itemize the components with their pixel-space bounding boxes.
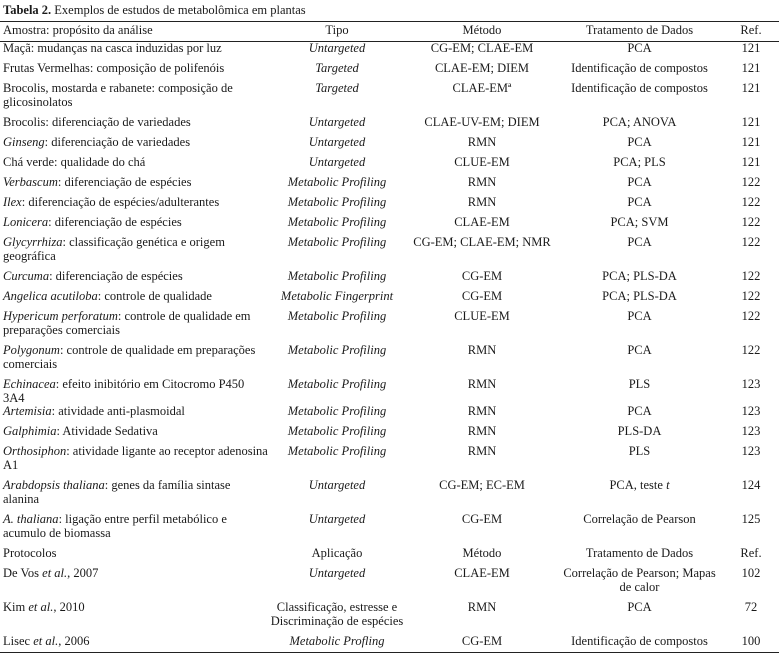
tratamento-text: Identificação de compostos: [571, 81, 708, 95]
metodo-text: CLAE-EM: [454, 566, 510, 580]
protocolo-etal: et al.: [33, 634, 59, 648]
amostra-species: A. thaliana: [3, 512, 59, 526]
cell-metodo: [406, 62, 558, 82]
cell-ref: [721, 344, 781, 378]
ref-text: 122: [741, 269, 761, 283]
cell-tipo: [268, 236, 406, 270]
cell-tratamento: [558, 567, 721, 601]
table-caption-label: Tabela 2.: [3, 3, 52, 17]
cell-tipo: [268, 425, 406, 445]
amostra-purpose: Brocolis, mostarda e rabanete: composição de glicosinolatos: [3, 81, 233, 109]
cell-ref: [721, 601, 781, 635]
tipo-text: Metabolic Profiling: [287, 175, 387, 189]
tratamento-text: PCA; PLS-DA: [602, 269, 677, 283]
ref-text: 122: [741, 309, 761, 323]
amostra-species: Hypericum perforatum: [3, 309, 118, 323]
cell-amostra: [0, 378, 268, 405]
ref-text: 123: [741, 404, 761, 418]
cell-amostra: [0, 236, 268, 270]
cell-amostra: [0, 196, 268, 216]
metodo-text: RMN: [467, 195, 497, 209]
metodo-text: RMN: [467, 424, 497, 438]
cell-amostra: [0, 156, 268, 176]
cell-aplicacao: [268, 567, 406, 601]
table-row: [0, 290, 781, 310]
protocols-header-col1: Protocolos: [3, 546, 57, 560]
table-row: [0, 378, 781, 405]
ref-text: 123: [741, 424, 761, 438]
cell-amostra: [0, 176, 268, 196]
cell-metodo: [406, 310, 558, 344]
metodo-text: CG-EM; CLAE-EM; NMR: [413, 235, 551, 249]
cell-metodo: [406, 236, 558, 270]
ref-text: 125: [741, 512, 761, 526]
protocols-header-col3: Método: [462, 546, 502, 560]
cell-metodo: [406, 216, 558, 236]
cell-ref: [721, 196, 781, 216]
cell-tipo: [268, 82, 406, 116]
metodo-text: CG-EM: [461, 512, 503, 526]
protocolo-etal: et al.: [28, 600, 54, 614]
table-row: [0, 310, 781, 344]
amostra-purpose: : atividade anti-plasmoidal: [51, 404, 185, 418]
metodo-text: RMN: [467, 175, 497, 189]
protocols-header-col5: Ref.: [740, 546, 762, 560]
tratamento-text: Identificação de compostos: [571, 61, 708, 75]
tipo-text: Metabolic Fingerprint: [280, 289, 394, 303]
cell-tratamento: [558, 425, 721, 445]
table-row: [0, 236, 781, 270]
amostra-purpose: : diferenciação de variedades: [44, 135, 191, 149]
tipo-text: Metabolic Profiling: [287, 404, 387, 418]
tipo-text: Metabolic Profiling: [287, 269, 387, 283]
cell-metodo: [406, 116, 558, 136]
cell-amostra: [0, 479, 268, 513]
amostra-species: Angelica acutiloba: [3, 289, 98, 303]
tratamento-text: PCA; PLS: [613, 155, 666, 169]
tipo-text: Untargeted: [308, 115, 366, 129]
cell-tratamento: [558, 176, 721, 196]
ref-text: 121: [741, 115, 761, 129]
table-row: [0, 479, 781, 513]
cell-ref: [721, 425, 781, 445]
table-row: [0, 344, 781, 378]
ref-text: 122: [741, 175, 761, 189]
table-row: [0, 513, 781, 547]
cell-ref: [721, 270, 781, 290]
amostra-purpose: : diferenciação de espécies/adulterantes: [21, 195, 220, 209]
cell-tratamento: [558, 116, 721, 136]
cell-ref: [721, 445, 781, 479]
metodo-text: CLAE-EM; DIEM: [434, 61, 530, 75]
cell-tratamento: [558, 136, 721, 156]
tipo-text: Metabolic Profiling: [287, 343, 387, 357]
table-row: [0, 62, 781, 82]
aplicacao-text: Untargeted: [308, 566, 366, 580]
top-rule: [0, 21, 779, 22]
amostra-purpose: : diferenciação de espécies: [49, 269, 183, 283]
cell-aplicacao: [268, 601, 406, 635]
amostra-purpose: : controle de qualidade: [97, 289, 212, 303]
cell-metodo: [406, 156, 558, 176]
ref-text: 121: [741, 61, 761, 75]
tratamento-text: PCA: [627, 343, 652, 357]
cell-tipo: [268, 270, 406, 290]
cell-amostra: [0, 513, 268, 547]
amostra-purpose: : ligação entre perfil metabólico e acumulo de biomassa: [3, 512, 227, 540]
cell-tipo: [268, 378, 406, 405]
metodo-text: CLAE-EMª: [452, 81, 512, 95]
amostra-species: Verbascum: [3, 175, 58, 189]
table-row: [0, 176, 781, 196]
protocolo-year: , 2007: [67, 566, 99, 580]
cell-tratamento: [558, 635, 721, 655]
cell-ref: [721, 216, 781, 236]
header-tipo: Tipo: [325, 23, 349, 37]
metodo-text: RMN: [467, 444, 497, 458]
cell-ref: [721, 513, 781, 547]
cell-metodo: [406, 270, 558, 290]
amostra-purpose: Maçã: mudanças na casca induzidas por luz: [3, 41, 222, 55]
tratamento-text: Identificação de compostos: [571, 634, 708, 648]
ref-text: 124: [741, 478, 761, 492]
cell-ref: [721, 567, 781, 601]
tipo-text: Metabolic Profiling: [287, 195, 387, 209]
amostra-purpose: : efeito inibitório em Citocromo P450 3A4: [3, 377, 245, 405]
cell-amostra: [0, 270, 268, 290]
amostra-species: Glycyrrhiza: [3, 235, 63, 249]
table-row: [0, 136, 781, 156]
cell-amostra: [0, 445, 268, 479]
amostra-species: Curcuma: [3, 269, 50, 283]
cell-metodo: [406, 82, 558, 116]
amostra-species: Galphimia: [3, 424, 57, 438]
protocolo-author: Kim: [3, 600, 29, 614]
protocol-row: [0, 567, 781, 601]
cell-aplicacao: [268, 635, 406, 655]
tipo-text: Metabolic Profiling: [287, 444, 387, 458]
amostra-purpose: : Atividade Sedativa: [56, 424, 158, 438]
tratamento-text: PCA: [627, 41, 652, 55]
cell-metodo: [406, 567, 558, 601]
cell-tratamento: [558, 42, 721, 62]
protocols-header-col4: Tratamento de Dados: [585, 546, 694, 560]
cell-tipo: [268, 62, 406, 82]
tipo-text: Untargeted: [308, 135, 366, 149]
cell-ref: [721, 635, 781, 655]
cell-tratamento: [558, 196, 721, 216]
cell-ref: [721, 136, 781, 156]
ref-text: 121: [741, 41, 761, 55]
cell-metodo: [406, 601, 558, 635]
cell-amostra: [0, 136, 268, 156]
cell-tipo: [268, 216, 406, 236]
cell-tratamento: [558, 378, 721, 405]
ref-text: 121: [741, 81, 761, 95]
tipo-text: Untargeted: [308, 478, 366, 492]
cell-ref: [721, 116, 781, 136]
ref-text: 122: [741, 195, 761, 209]
cell-tipo: [268, 290, 406, 310]
table-row: [0, 445, 781, 479]
metodo-text: RMN: [467, 600, 497, 614]
tipo-text: Untargeted: [308, 41, 366, 55]
cell-tratamento: [558, 479, 721, 513]
metodo-text: RMN: [467, 377, 497, 391]
amostra-purpose: : diferenciação de espécies: [57, 175, 192, 189]
cell-tratamento: [558, 290, 721, 310]
aplicacao-text: Classificação, estresse e Discriminação de espécies: [270, 600, 404, 628]
ref-text: 100: [741, 634, 761, 648]
header-ref: Ref.: [740, 23, 762, 37]
ref-text: 121: [741, 135, 761, 149]
cell-tratamento: [558, 236, 721, 270]
metodo-text: CG-EM: [461, 289, 503, 303]
cell-amostra: [0, 216, 268, 236]
metodo-text: RMN: [467, 135, 497, 149]
cell-tipo: [268, 479, 406, 513]
cell-tratamento: [558, 445, 721, 479]
cell-amostra: [0, 310, 268, 344]
cell-tratamento: [558, 344, 721, 378]
tratamento-text: PLS: [628, 377, 651, 391]
tipo-text: Metabolic Profiling: [287, 309, 387, 323]
amostra-species: Lonicera: [3, 215, 49, 229]
tipo-text: Targeted: [315, 81, 359, 95]
amostra-species: Ilex: [3, 195, 22, 209]
table-row: [0, 116, 781, 136]
cell-tratamento: [558, 513, 721, 547]
header-row: [0, 24, 781, 42]
amostra-species: Polygonum: [3, 343, 60, 357]
protocolo-etal: et al.: [42, 566, 68, 580]
metodo-text: CG-EM: [461, 634, 503, 648]
ref-text: 122: [741, 235, 761, 249]
protocol-row: [0, 601, 781, 635]
cell-amostra: [0, 116, 268, 136]
cell-ref: [721, 236, 781, 270]
tipo-text: Metabolic Profiling: [287, 215, 387, 229]
cell-tipo: [268, 42, 406, 62]
cell-tipo: [268, 405, 406, 425]
metodo-text: CG-EM; EC-EM: [439, 478, 525, 492]
cell-tratamento: [558, 216, 721, 236]
cell-metodo: [406, 42, 558, 62]
amostra-purpose: : classificação genética e origem geográfica: [3, 235, 225, 263]
header-metodo: Método: [462, 23, 502, 37]
cell-tratamento: [558, 82, 721, 116]
tratamento-text: PCA: [627, 600, 652, 614]
table-row: [0, 405, 781, 425]
amostra-purpose: : atividade ligante ao receptor adenosina A1: [3, 444, 268, 472]
metodo-text: RMN: [467, 404, 497, 418]
amostra-purpose: Brocolis: diferenciação de variedades: [3, 115, 191, 129]
tratamento-text: PCA; SVM: [610, 215, 669, 229]
cell-tipo: [268, 344, 406, 378]
amostra-purpose: : controle de qualidade em preparações comerciais: [3, 343, 256, 371]
cell-tipo: [268, 136, 406, 156]
cell-metodo: [406, 635, 558, 655]
metodo-text: CLAE-EM: [454, 215, 510, 229]
table-row: [0, 270, 781, 290]
amostra-species: Ginseng: [3, 135, 45, 149]
metodo-text: RMN: [467, 343, 497, 357]
table-row: [0, 216, 781, 236]
cell-metodo: [406, 378, 558, 405]
metodo-text: CG-EM; CLAE-EM: [430, 41, 534, 55]
cell-ref: [721, 479, 781, 513]
cell-metodo: [406, 344, 558, 378]
ref-text: 122: [741, 215, 761, 229]
ref-text: 122: [741, 343, 761, 357]
tratamento-text: PCA; PLS-DA: [602, 289, 677, 303]
cell-tipo: [268, 116, 406, 136]
tratamento-text: PCA: [627, 175, 652, 189]
cell-ref: [721, 310, 781, 344]
cell-metodo: [406, 196, 558, 216]
amostra-purpose: : controle de qualidade em preparações comerciais: [3, 309, 251, 337]
protocolo-year: , 2010: [53, 600, 85, 614]
protocols-header-row: [0, 547, 781, 567]
protocolo-author: Lisec: [3, 634, 34, 648]
amostra-species: Artemisia: [3, 404, 52, 418]
cell-metodo: [406, 136, 558, 156]
tratamento-text: PCA; ANOVA: [602, 115, 677, 129]
tipo-text: Untargeted: [308, 155, 366, 169]
cell-tipo: [268, 513, 406, 547]
tratamento-italic: t: [666, 478, 670, 492]
cell-metodo: [406, 176, 558, 196]
cell-tipo: [268, 176, 406, 196]
amostra-purpose: Frutas Vermelhas: composição de polifenóis: [3, 61, 225, 75]
cell-tratamento: [558, 62, 721, 82]
table-caption-text: Exemplos de estudos de metabolômica em plantas: [51, 3, 306, 17]
header-tratamento: Tratamento de Dados: [585, 23, 694, 37]
table-row: [0, 82, 781, 116]
tipo-text: Targeted: [315, 61, 359, 75]
cell-tratamento: [558, 156, 721, 176]
tratamento-text: Correlação de Pearson; Mapas de calor: [563, 566, 716, 594]
tratamento-text: PCA: [627, 404, 652, 418]
metodo-text: CG-EM: [461, 269, 503, 283]
amostra-purpose: Chá verde: qualidade do chá: [3, 155, 146, 169]
cell-tipo: [268, 196, 406, 216]
cell-protocolo: [0, 601, 268, 635]
aplicacao-text: Metabolic Profling: [289, 634, 385, 648]
header-amostra: Amostra: propósito da análise: [3, 23, 153, 37]
tipo-text: Untargeted: [308, 512, 366, 526]
cell-amostra: [0, 290, 268, 310]
cell-tipo: [268, 310, 406, 344]
protocolo-year: , 2006: [58, 634, 90, 648]
ref-text: 102: [741, 566, 761, 580]
cell-ref: [721, 62, 781, 82]
amostra-species: Echinacea: [3, 377, 56, 391]
tratamento-text: PLS-DA: [617, 424, 662, 438]
cell-tratamento: [558, 601, 721, 635]
cell-metodo: [406, 405, 558, 425]
table-caption: [3, 3, 306, 18]
cell-amostra: [0, 425, 268, 445]
cell-protocolo: [0, 567, 268, 601]
protocol-row: [0, 635, 781, 655]
ref-text: 123: [741, 444, 761, 458]
amostra-purpose: : genes da família sintase alanina: [3, 478, 231, 506]
cell-ref: [721, 378, 781, 405]
cell-metodo: [406, 513, 558, 547]
cell-protocolo: [0, 635, 268, 655]
table-row: [0, 425, 781, 445]
tratamento-text: PCA: [627, 235, 652, 249]
cell-ref: [721, 290, 781, 310]
protocolo-author: De Vos: [3, 566, 43, 580]
amostra-species: Orthosiphon: [3, 444, 67, 458]
cell-ref: [721, 156, 781, 176]
tratamento-text: PCA, teste: [609, 478, 667, 492]
cell-metodo: [406, 425, 558, 445]
metodo-text: CLAE-UV-EM; DIEM: [424, 115, 540, 129]
amostra-species: Arabdopsis thaliana: [3, 478, 105, 492]
cell-amostra: [0, 405, 268, 425]
metodo-text: CLUE-EM: [454, 309, 510, 323]
amostra-purpose: : diferenciação de espécies: [48, 215, 182, 229]
cell-tratamento: [558, 405, 721, 425]
cell-tipo: [268, 445, 406, 479]
cell-tratamento: [558, 310, 721, 344]
cell-ref: [721, 82, 781, 116]
table-row: [0, 196, 781, 216]
table-row: [0, 156, 781, 176]
cell-metodo: [406, 290, 558, 310]
table-row: [0, 42, 781, 62]
tratamento-text: PCA: [627, 135, 652, 149]
ref-text: 123: [741, 377, 761, 391]
tipo-text: Metabolic Profiling: [287, 424, 387, 438]
tratamento-text: PCA: [627, 195, 652, 209]
cell-tipo: [268, 156, 406, 176]
cell-amostra: [0, 42, 268, 62]
tipo-text: Metabolic Profiling: [287, 377, 387, 391]
cell-amostra: [0, 82, 268, 116]
ref-text: 121: [741, 155, 761, 169]
tratamento-text: Correlação de Pearson: [583, 512, 696, 526]
tratamento-text: PCA: [627, 309, 652, 323]
ref-text: 72: [744, 600, 758, 614]
cell-amostra: [0, 62, 268, 82]
metabolomics-table: [0, 24, 781, 655]
cell-metodo: [406, 445, 558, 479]
protocols-header-col2: Aplicação: [311, 546, 363, 560]
cell-tratamento: [558, 270, 721, 290]
cell-amostra: [0, 344, 268, 378]
ref-text: 122: [741, 289, 761, 303]
tratamento-text: PLS: [628, 444, 651, 458]
metodo-text: CLUE-EM: [454, 155, 510, 169]
cell-ref: [721, 176, 781, 196]
cell-ref: [721, 405, 781, 425]
cell-ref: [721, 42, 781, 62]
cell-metodo: [406, 479, 558, 513]
tipo-text: Metabolic Profiling: [287, 235, 387, 249]
